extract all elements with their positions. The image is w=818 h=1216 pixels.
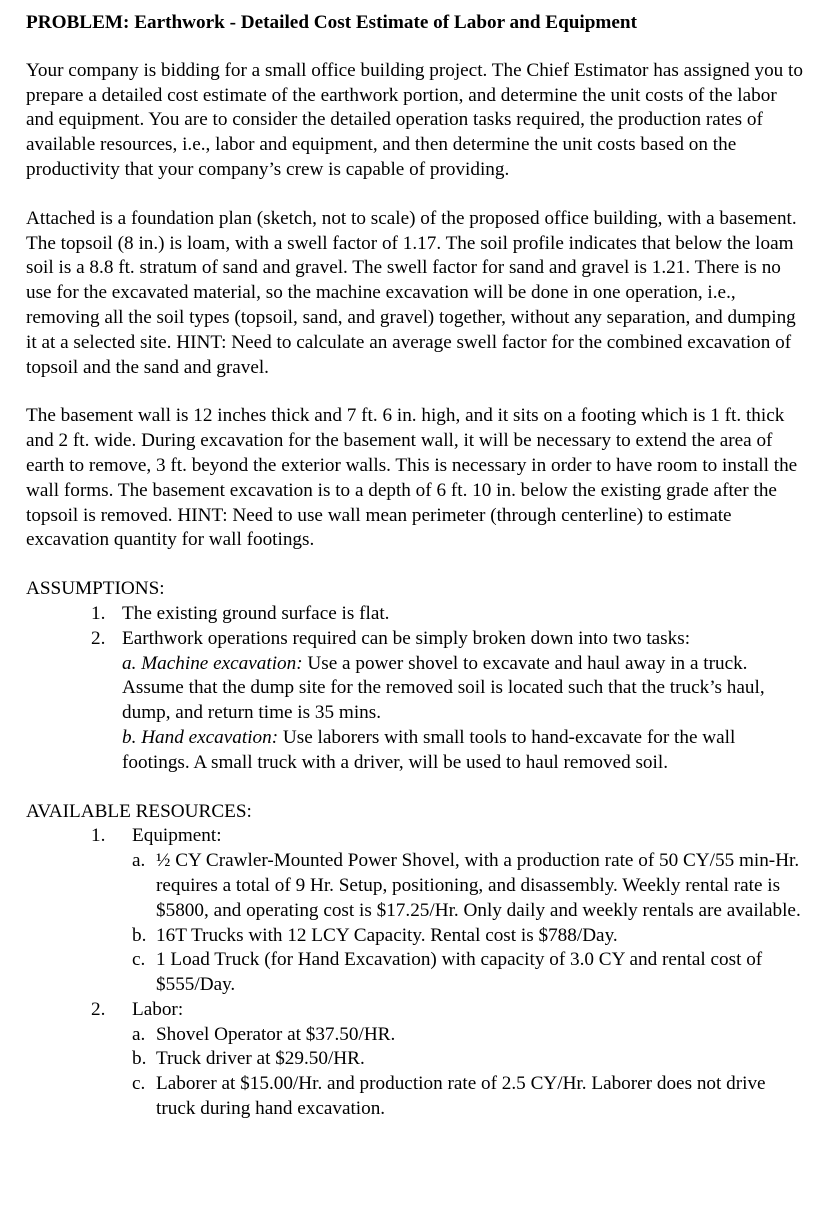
basement-wall-paragraph: The basement wall is 12 inches thick and 7 ft. 6 in. high, and it sits on a footing which is 1 ft. thick and 2 ft. wide. During excavation for the basement wall, it will be necessary to extend the area of earth to remove, 3 ft. beyond the exterior walls. This is necessary in order to have room to install the wall forms. The basement excavation is to a depth of 6 ft. 10 in. below the existing grade after the topsoil is removed. HINT: Need to use wall mean perimeter (through centerline) to estimate excavation quantity for wall footings. <box>26 405 798 551</box>
machine-excavation-subitem <box>122 652 804 726</box>
equipment-item <box>132 924 804 949</box>
hand-excavation-subitem <box>122 726 804 776</box>
resources-list <box>26 824 804 1122</box>
assumption-number: 2. <box>91 627 106 649</box>
equipment-item <box>132 948 804 998</box>
equipment-text: 1 Load Truck (for Hand Excavation) with capacity of 3.0 CY and rental cost of $555/Day. <box>156 949 763 996</box>
assumption-item <box>26 627 804 776</box>
resource-label: Equipment: <box>132 825 222 847</box>
assumption-number: 1. <box>91 602 106 624</box>
hand-excavation-label: b. Hand excavation: <box>122 726 279 748</box>
problem-title: PROBLEM: Earthwork - Detailed Cost Estimate of Labor and Equipment <box>26 12 637 33</box>
foundation-paragraph: Attached is a foundation plan (sketch, not to scale) of the proposed office building, with a basement. The topsoil (8 in.) is loam, with a swell factor of 1.17. The soil profile indicates that below the loam soil is a 8.8 ft. stratum of sand and gravel. The swell factor for sand and gravel is 1.21. There is no use for the excavated material, so the machine excavation will be done in one operation, i.e., removing all the soil types (topsoil, sand, and gravel) together, without any separation, and dumping it at a selected site. HINT: Need to calculate an average swell factor for the combined excavation of topsoil and the sand and gravel. <box>26 207 797 378</box>
machine-excavation-text: Use a power shovel to excavate and haul away in a truck. Assume that the dump site for the removed soil is located such that the truck’s haul, dump, and return time is 35 mins. <box>122 652 765 724</box>
resource-labor <box>26 998 804 1122</box>
assumption-item <box>26 602 804 627</box>
assumptions-heading: ASSUMPTIONS: <box>26 578 165 600</box>
assumptions-list <box>26 602 804 776</box>
labor-letter: c. <box>132 1073 146 1095</box>
labor-item <box>132 1023 804 1048</box>
assumption-text: Earthwork operations required can be simply broken down into two tasks: <box>122 627 691 649</box>
resource-number: 1. <box>91 825 106 847</box>
labor-text: Shovel Operator at $37.50/HR. <box>156 1023 396 1045</box>
equipment-letter: b. <box>132 924 147 946</box>
labor-item <box>132 1047 804 1072</box>
resource-equipment <box>26 824 804 998</box>
resources-heading: AVAILABLE RESOURCES: <box>26 800 252 822</box>
equipment-letter: a. <box>132 850 146 872</box>
labor-text: Truck driver at $29.50/HR. <box>156 1048 365 1070</box>
machine-excavation-label: a. Machine excavation: <box>122 652 303 674</box>
equipment-letter: c. <box>132 949 146 971</box>
equipment-text: ½ CY Crawler-Mounted Power Shovel, with a production rate of 50 CY/55 min-Hr. requires a total of 9 Hr. Setup, positioning, and disassembly. Weekly rental rate is $5800, and operating cost is $17.25/Hr. Only daily and weekly rentals are available. <box>156 850 801 921</box>
intro-paragraph: Your company is bidding for a small office building project. The Chief Estimator has assigned you to prepare a detailed cost estimate of the earthwork portion, and determine the unit costs of the labor and equipment. You are to consider the detailed operation tasks required, the production rates of available resources, i.e., labor and equipment, and then determine the unit costs based on the productivity that your company’s crew is capable of providing. <box>26 59 803 180</box>
labor-letter: b. <box>132 1048 147 1070</box>
labor-text: Laborer at $15.00/Hr. and production rate of 2.5 CY/Hr. Laborer does not drive truck during hand excavation. <box>156 1073 766 1120</box>
labor-letter: a. <box>132 1023 146 1045</box>
equipment-text: 16T Trucks with 12 LCY Capacity. Rental cost is $788/Day. <box>156 924 618 946</box>
equipment-item <box>132 849 804 923</box>
labor-item <box>132 1072 804 1122</box>
hand-excavation-text: Use laborers with small tools to hand-excavate for the wall footings. A small truck with a driver, will be used to haul removed soil. <box>122 726 736 773</box>
assumption-text: The existing ground surface is flat. <box>122 602 390 624</box>
resource-number: 2. <box>91 998 106 1020</box>
resource-label: Labor: <box>132 998 184 1020</box>
